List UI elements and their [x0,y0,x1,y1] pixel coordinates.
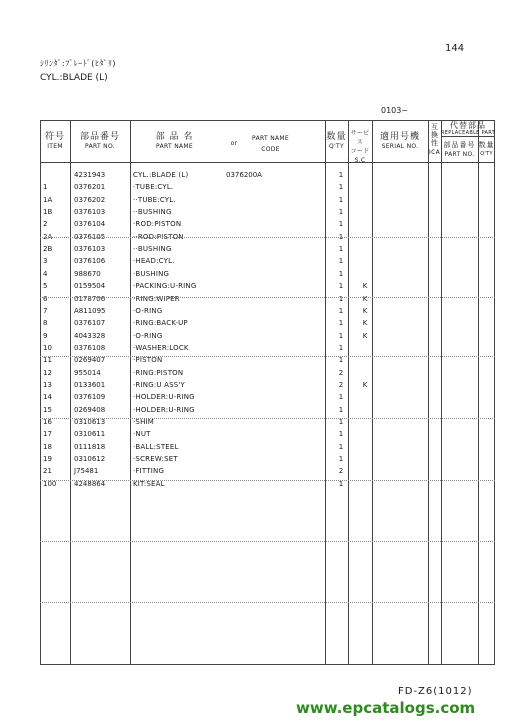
item-cell: 4 [43,269,48,278]
table-row [40,282,495,294]
header-replaceable: 代替部品 REPLACEABLE PART [441,121,495,136]
footer-code: FD-Z6(1012) [398,686,473,697]
part-no-cell: 0269408 [74,405,106,414]
item-cell: 7 [43,306,48,315]
item-cell: 10 [43,343,52,352]
part-name-cell: ··BUSHING [133,245,172,254]
row-group-divider [40,418,495,419]
table-row [40,455,495,467]
qty-cell: 1 [338,257,344,266]
item-cell: 13 [43,380,52,389]
qty-cell: 1 [338,220,344,229]
header-item: 符号 ITEM [44,132,65,150]
item-cell: 15 [43,405,52,414]
qty-cell: 1 [338,232,344,241]
table-row [40,430,495,442]
qty-cell: 1 [338,183,344,192]
watermark: www.epcatalogs.com [296,699,476,717]
qty-cell: 2 [338,380,344,389]
item-cell: 11 [43,356,52,365]
qty-cell: 2 [338,368,344,377]
part-no-cell: 0269407 [74,356,106,365]
item-cell: 8 [43,319,48,328]
table-row [40,406,495,418]
qty-cell: 1 [338,393,344,402]
service-code-cell: K [362,331,368,340]
table-row [40,270,495,282]
qty-cell: 1 [338,418,344,426]
part-no-cell: 0376106 [74,257,106,266]
part-name-cell: ·RING:BACK-UP [133,319,188,328]
qty-cell: 1 [338,343,344,352]
title-english: CYL.:BLADE (L) [40,73,108,83]
qty-cell: 1 [338,405,344,414]
part-no-cell: 0310612 [74,455,106,464]
part-name-cell: ·WASHER:LOCK [133,343,189,352]
table-row [40,443,495,455]
header-or: or [230,140,238,147]
part-name-cell: ·RING:WIPER [133,294,180,303]
part-no-cell: 955014 [74,368,101,377]
header-divider [40,162,495,163]
item-cell: 3 [43,257,48,266]
part-no-cell: 4043328 [74,331,106,340]
part-no-cell: 0376104 [74,220,106,229]
part-name-cell: ·SHIM [133,418,155,426]
row-group-divider [40,237,495,238]
table-row [40,233,495,245]
part-name-cell: ·HOLDER:U-RING [133,393,195,402]
table-row [40,220,495,232]
page-number: 144 [445,43,465,54]
part-name-cell: ·SCREW:SET [133,455,178,464]
part-name-cell: ·O-RING [133,331,163,340]
part-no-cell: 4231943 [74,171,106,179]
item-cell: 1B [43,208,53,217]
item-cell: 6 [43,294,48,303]
part-name-cell: ·PISTON [133,356,163,365]
item-cell: 16 [43,418,52,426]
row-group-divider [40,297,495,298]
table-row [40,332,495,344]
item-cell: 9 [43,331,48,340]
qty-cell: 1 [338,455,344,464]
qty-cell: 1 [338,356,344,365]
part-name-cell: ·FITTING [133,467,165,476]
item-cell: 21 [43,467,52,476]
part-name-cell: ··TUBE:CYL. [133,195,176,204]
part-name-cell: ·ROD:PISTON [133,220,182,229]
part-no-cell: 0376201 [74,183,106,192]
part-no-cell: 988670 [74,269,101,278]
qty-cell: 2 [338,467,344,476]
part-no-cell: 0178706 [74,294,106,303]
name-code-cell: 0376200A [226,171,262,179]
part-name-cell: ··BUSHING [133,208,172,217]
part-name-cell: ·HEAD:CYL. [133,257,175,266]
part-name-cell: ·BALL:STEEL [133,442,179,451]
serial-range: 0103~ [381,106,409,115]
part-name-cell: ·HOLDER:U-RING [133,405,195,414]
table-row [40,319,495,331]
part-name-cell: KIT:SEAL [133,479,165,488]
table-row [40,245,495,257]
table-row [40,196,495,208]
qty-cell: 1 [338,269,344,278]
table-row [40,480,495,492]
part-no-cell: 0310613 [74,418,106,426]
part-no-cell: 0376107 [74,319,106,328]
part-name-cell: ··ROD:PISTON [133,232,184,241]
qty-cell: 1 [338,442,344,451]
qty-cell: 1 [338,282,344,291]
part-no-cell: 0133601 [74,380,106,389]
header-qty: 数量 Q'TY [326,132,347,150]
service-code-cell: K [362,380,368,389]
header-serial-no: 適用号機 SERIAL NO. [379,132,420,150]
item-cell: 18 [43,442,52,451]
table-row [40,208,495,220]
part-no-cell: 0376108 [74,343,106,352]
part-name-cell: ·RING:PISTON [133,368,184,377]
row-group-divider [40,541,495,542]
part-no-cell: J75481 [74,467,99,476]
part-no-cell: 0310611 [74,430,106,439]
item-cell: 17 [43,430,52,439]
part-no-cell: 0376103 [74,208,106,217]
header-name-code: PART NAME CODE [252,135,289,153]
item-cell: 1 [43,183,48,192]
row-group-divider [40,480,495,481]
table-row [40,257,495,269]
item-cell: 12 [43,368,52,377]
item-cell: 2A [43,232,53,241]
part-name-cell: ·RING:U ASS'Y [133,380,185,389]
item-cell: 2B [43,245,53,254]
part-no-cell: 0376103 [74,245,106,254]
part-no-cell: 0159504 [74,282,106,291]
table-row [40,393,495,405]
part-no-cell: 0376109 [74,393,106,402]
item-cell: 100 [43,479,57,488]
table-row [40,356,495,368]
service-code-cell: K [362,294,368,303]
header-repl-qty: 数量 Q'TY [478,141,495,157]
part-name-cell: ·O-RING [133,306,163,315]
title-japanese: ｼﾘﾝﾀﾞ:ﾌﾞﾚｰﾄﾞ(ﾋﾀﾞﾘ) [40,59,116,68]
service-code-cell: K [362,282,368,291]
table-row [40,369,495,381]
table-row [40,467,495,479]
part-name-cell: ·PACKING:U-RING [133,282,197,291]
qty-cell: 1 [338,208,344,217]
row-group-divider [40,356,495,357]
part-no-cell: 4248864 [74,479,106,488]
header-ica: 互換性 ICA [429,123,440,156]
qty-cell: 1 [338,195,344,204]
header-service-code: サービス コード S.C [350,130,370,164]
item-cell: 5 [43,282,48,291]
qty-cell: 1 [338,306,344,315]
part-no-cell: 0111818 [74,442,106,451]
qty-cell: 1 [338,171,344,179]
service-code-cell: K [362,306,368,315]
part-name-cell: ·BUSHING [133,269,170,278]
table-row [40,307,495,319]
row-group-divider [40,602,495,603]
part-no-cell: 0376105 [74,232,106,241]
part-no-cell: A811095 [74,306,106,315]
repl-subheader-divider [441,136,495,137]
qty-cell: 1 [338,430,344,439]
header-part-no: 部品番号 PART NO. [79,132,120,150]
qty-cell: 1 [338,319,344,328]
service-code-cell: K [362,319,368,328]
part-no-cell: 0376202 [74,195,106,204]
part-name-cell: CYL.:BLADE (L) [133,171,189,179]
table-row [40,344,495,356]
header-repl-part-no: 部品番号 PART NO. [443,141,476,158]
qty-cell: 1 [338,331,344,340]
item-cell: 14 [43,393,52,402]
table-row [40,171,495,183]
qty-cell: 1 [338,479,344,488]
item-cell: 2 [43,220,48,229]
part-name-cell: ·TUBE:CYL. [133,183,174,192]
part-name-cell: ·NUT [133,430,151,439]
table-row [40,381,495,393]
table-row [40,418,495,430]
qty-cell: 1 [338,294,344,303]
qty-cell: 1 [338,245,344,254]
header-part-name: 部 品 名 PART NAME [155,132,194,150]
table-row [40,183,495,195]
item-cell: 19 [43,455,52,464]
item-cell: 1A [43,195,53,204]
